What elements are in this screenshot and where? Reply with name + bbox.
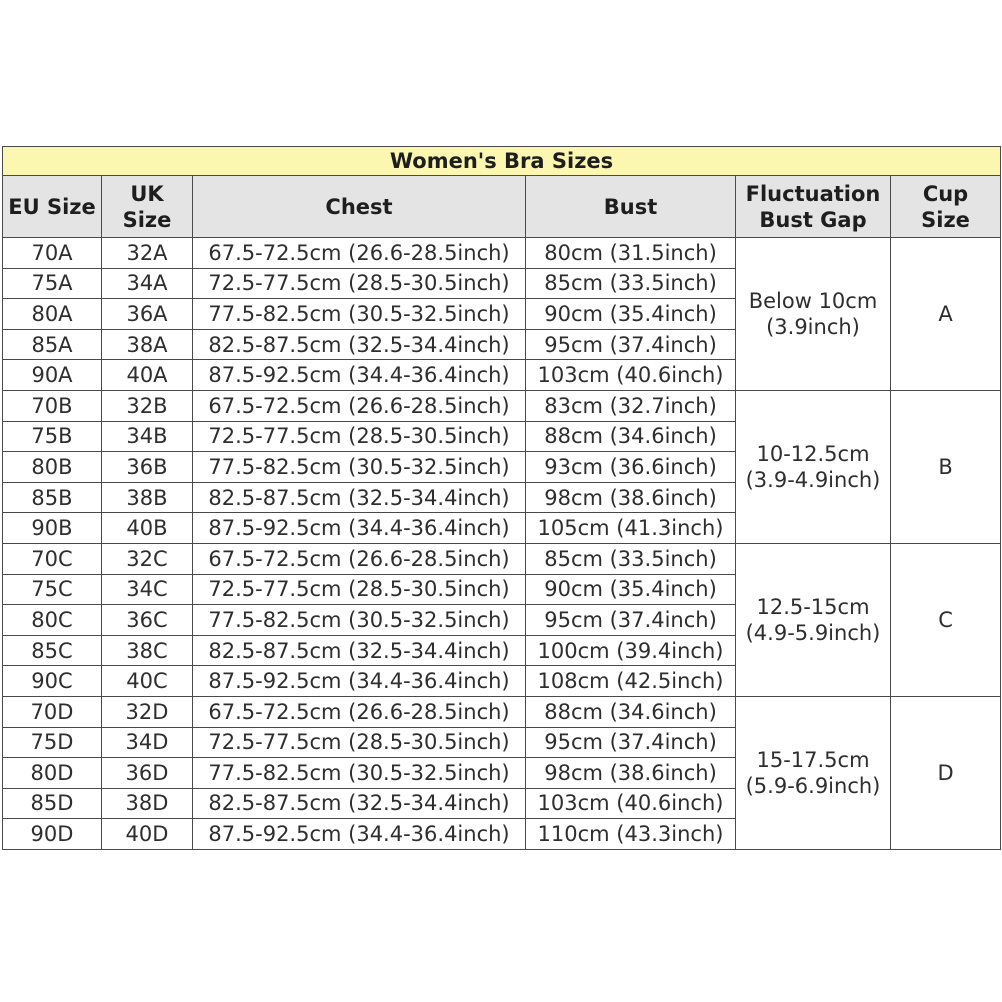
eu-size-cell: 90D	[3, 819, 102, 850]
bust-gap-line2: (3.9-4.9inch)	[745, 467, 881, 492]
bust-gap-line2: (4.9-5.9inch)	[745, 620, 881, 645]
header-uk-size	[102, 176, 193, 238]
eu-size-cell: 85D	[3, 788, 102, 819]
uk-size-cell: 40C	[102, 666, 193, 697]
cup-size-cell: D	[891, 696, 1001, 849]
header-eu-size: EU Size	[3, 176, 102, 238]
uk-size-cell: 38C	[102, 635, 193, 666]
header-uk-size-line1: UK	[130, 181, 164, 206]
eu-size-cell: 85C	[3, 635, 102, 666]
uk-size-cell: 32C	[102, 543, 193, 574]
header-cup-line1: Cup	[922, 181, 969, 206]
bust-cell: 110cm (43.3inch)	[526, 819, 736, 850]
eu-size-cell: 90B	[3, 513, 102, 544]
eu-size-cell: 85B	[3, 482, 102, 513]
cup-size-cell: A	[891, 238, 1001, 391]
eu-size-cell: 80B	[3, 452, 102, 483]
bust-cell: 105cm (41.3inch)	[526, 513, 736, 544]
bust-gap-line1: 10-12.5cm	[756, 441, 870, 466]
eu-size-cell: 90C	[3, 666, 102, 697]
chest-cell: 82.5-87.5cm (32.5-34.4inch)	[193, 329, 526, 360]
bust-gap-cell	[736, 390, 891, 543]
chest-cell: 87.5-92.5cm (34.4-36.4inch)	[193, 666, 526, 697]
bust-cell: 90cm (35.4inch)	[526, 574, 736, 605]
chest-cell: 82.5-87.5cm (32.5-34.4inch)	[193, 482, 526, 513]
bust-gap-line2: (5.9-6.9inch)	[745, 773, 881, 798]
bust-cell: 100cm (39.4inch)	[526, 635, 736, 666]
uk-size-cell: 34B	[102, 421, 193, 452]
eu-size-cell: 75B	[3, 421, 102, 452]
bust-cell: 103cm (40.6inch)	[526, 788, 736, 819]
table-row	[3, 696, 1001, 727]
uk-size-cell: 40B	[102, 513, 193, 544]
bust-gap-cell	[736, 543, 891, 696]
bust-cell: 108cm (42.5inch)	[526, 666, 736, 697]
eu-size-cell: 80A	[3, 299, 102, 330]
bust-cell: 88cm (34.6inch)	[526, 421, 736, 452]
bust-gap-cell	[736, 696, 891, 849]
bust-cell: 83cm (32.7inch)	[526, 390, 736, 421]
uk-size-cell: 32B	[102, 390, 193, 421]
table-row	[3, 543, 1001, 574]
chest-cell: 82.5-87.5cm (32.5-34.4inch)	[193, 635, 526, 666]
cup-size-cell: C	[891, 543, 1001, 696]
chest-cell: 67.5-72.5cm (26.6-28.5inch)	[193, 390, 526, 421]
chest-cell: 72.5-77.5cm (28.5-30.5inch)	[193, 727, 526, 758]
bust-gap-cell	[736, 238, 891, 391]
bust-cell: 98cm (38.6inch)	[526, 482, 736, 513]
eu-size-cell: 75C	[3, 574, 102, 605]
uk-size-cell: 32D	[102, 696, 193, 727]
uk-size-cell: 36A	[102, 299, 193, 330]
chest-cell: 72.5-77.5cm (28.5-30.5inch)	[193, 268, 526, 299]
header-bust: Bust	[526, 176, 736, 238]
eu-size-cell: 70C	[3, 543, 102, 574]
table-title: Women's Bra Sizes	[3, 147, 1001, 176]
header-uk-size-line2: Size	[122, 207, 172, 232]
uk-size-cell: 38D	[102, 788, 193, 819]
uk-size-cell: 36D	[102, 758, 193, 789]
uk-size-cell: 32A	[102, 238, 193, 269]
table-row	[3, 238, 1001, 269]
bust-gap-line1: Below 10cm	[748, 288, 878, 313]
chest-cell: 87.5-92.5cm (34.4-36.4inch)	[193, 819, 526, 850]
uk-size-cell: 40A	[102, 360, 193, 391]
chest-cell: 67.5-72.5cm (26.6-28.5inch)	[193, 696, 526, 727]
uk-size-cell: 36B	[102, 452, 193, 483]
bust-cell: 95cm (37.4inch)	[526, 329, 736, 360]
bust-gap-line2: (3.9inch)	[766, 314, 860, 339]
bust-cell: 95cm (37.4inch)	[526, 605, 736, 636]
eu-size-cell: 75A	[3, 268, 102, 299]
bust-cell: 98cm (38.6inch)	[526, 758, 736, 789]
bust-cell: 85cm (33.5inch)	[526, 543, 736, 574]
bust-cell: 93cm (36.6inch)	[526, 452, 736, 483]
chest-cell: 77.5-82.5cm (30.5-32.5inch)	[193, 605, 526, 636]
bust-cell: 95cm (37.4inch)	[526, 727, 736, 758]
bust-cell: 88cm (34.6inch)	[526, 696, 736, 727]
uk-size-cell: 40D	[102, 819, 193, 850]
header-chest: Chest	[193, 176, 526, 238]
bust-cell: 80cm (31.5inch)	[526, 238, 736, 269]
uk-size-cell: 34C	[102, 574, 193, 605]
uk-size-cell: 38B	[102, 482, 193, 513]
uk-size-cell: 38A	[102, 329, 193, 360]
eu-size-cell: 85A	[3, 329, 102, 360]
chest-cell: 87.5-92.5cm (34.4-36.4inch)	[193, 360, 526, 391]
eu-size-cell: 75D	[3, 727, 102, 758]
uk-size-cell: 36C	[102, 605, 193, 636]
header-cup-line2: Size	[921, 207, 970, 232]
bust-gap-line1: 12.5-15cm	[756, 594, 870, 619]
uk-size-cell: 34D	[102, 727, 193, 758]
header-cup-size	[891, 176, 1001, 238]
bust-cell: 85cm (33.5inch)	[526, 268, 736, 299]
eu-size-cell: 70A	[3, 238, 102, 269]
chest-cell: 77.5-82.5cm (30.5-32.5inch)	[193, 758, 526, 789]
header-gap-line1: Fluctuation	[745, 181, 881, 206]
chest-cell: 87.5-92.5cm (34.4-36.4inch)	[193, 513, 526, 544]
eu-size-cell: 80C	[3, 605, 102, 636]
chest-cell: 67.5-72.5cm (26.6-28.5inch)	[193, 238, 526, 269]
chest-cell: 72.5-77.5cm (28.5-30.5inch)	[193, 421, 526, 452]
eu-size-cell: 90A	[3, 360, 102, 391]
bust-cell: 90cm (35.4inch)	[526, 299, 736, 330]
bust-gap-line1: 15-17.5cm	[756, 747, 870, 772]
chest-cell: 77.5-82.5cm (30.5-32.5inch)	[193, 452, 526, 483]
table-row	[3, 390, 1001, 421]
uk-size-cell: 34A	[102, 268, 193, 299]
chest-cell: 82.5-87.5cm (32.5-34.4inch)	[193, 788, 526, 819]
chest-cell: 72.5-77.5cm (28.5-30.5inch)	[193, 574, 526, 605]
bra-size-table	[2, 146, 1001, 850]
eu-size-cell: 80D	[3, 758, 102, 789]
chest-cell: 77.5-82.5cm (30.5-32.5inch)	[193, 299, 526, 330]
bust-cell: 103cm (40.6inch)	[526, 360, 736, 391]
chest-cell: 67.5-72.5cm (26.6-28.5inch)	[193, 543, 526, 574]
header-fluctuation-bust-gap	[736, 176, 891, 238]
table-body	[3, 238, 1001, 850]
eu-size-cell: 70D	[3, 696, 102, 727]
cup-size-cell: B	[891, 390, 1001, 543]
eu-size-cell: 70B	[3, 390, 102, 421]
header-gap-line2: Bust Gap	[759, 207, 867, 232]
